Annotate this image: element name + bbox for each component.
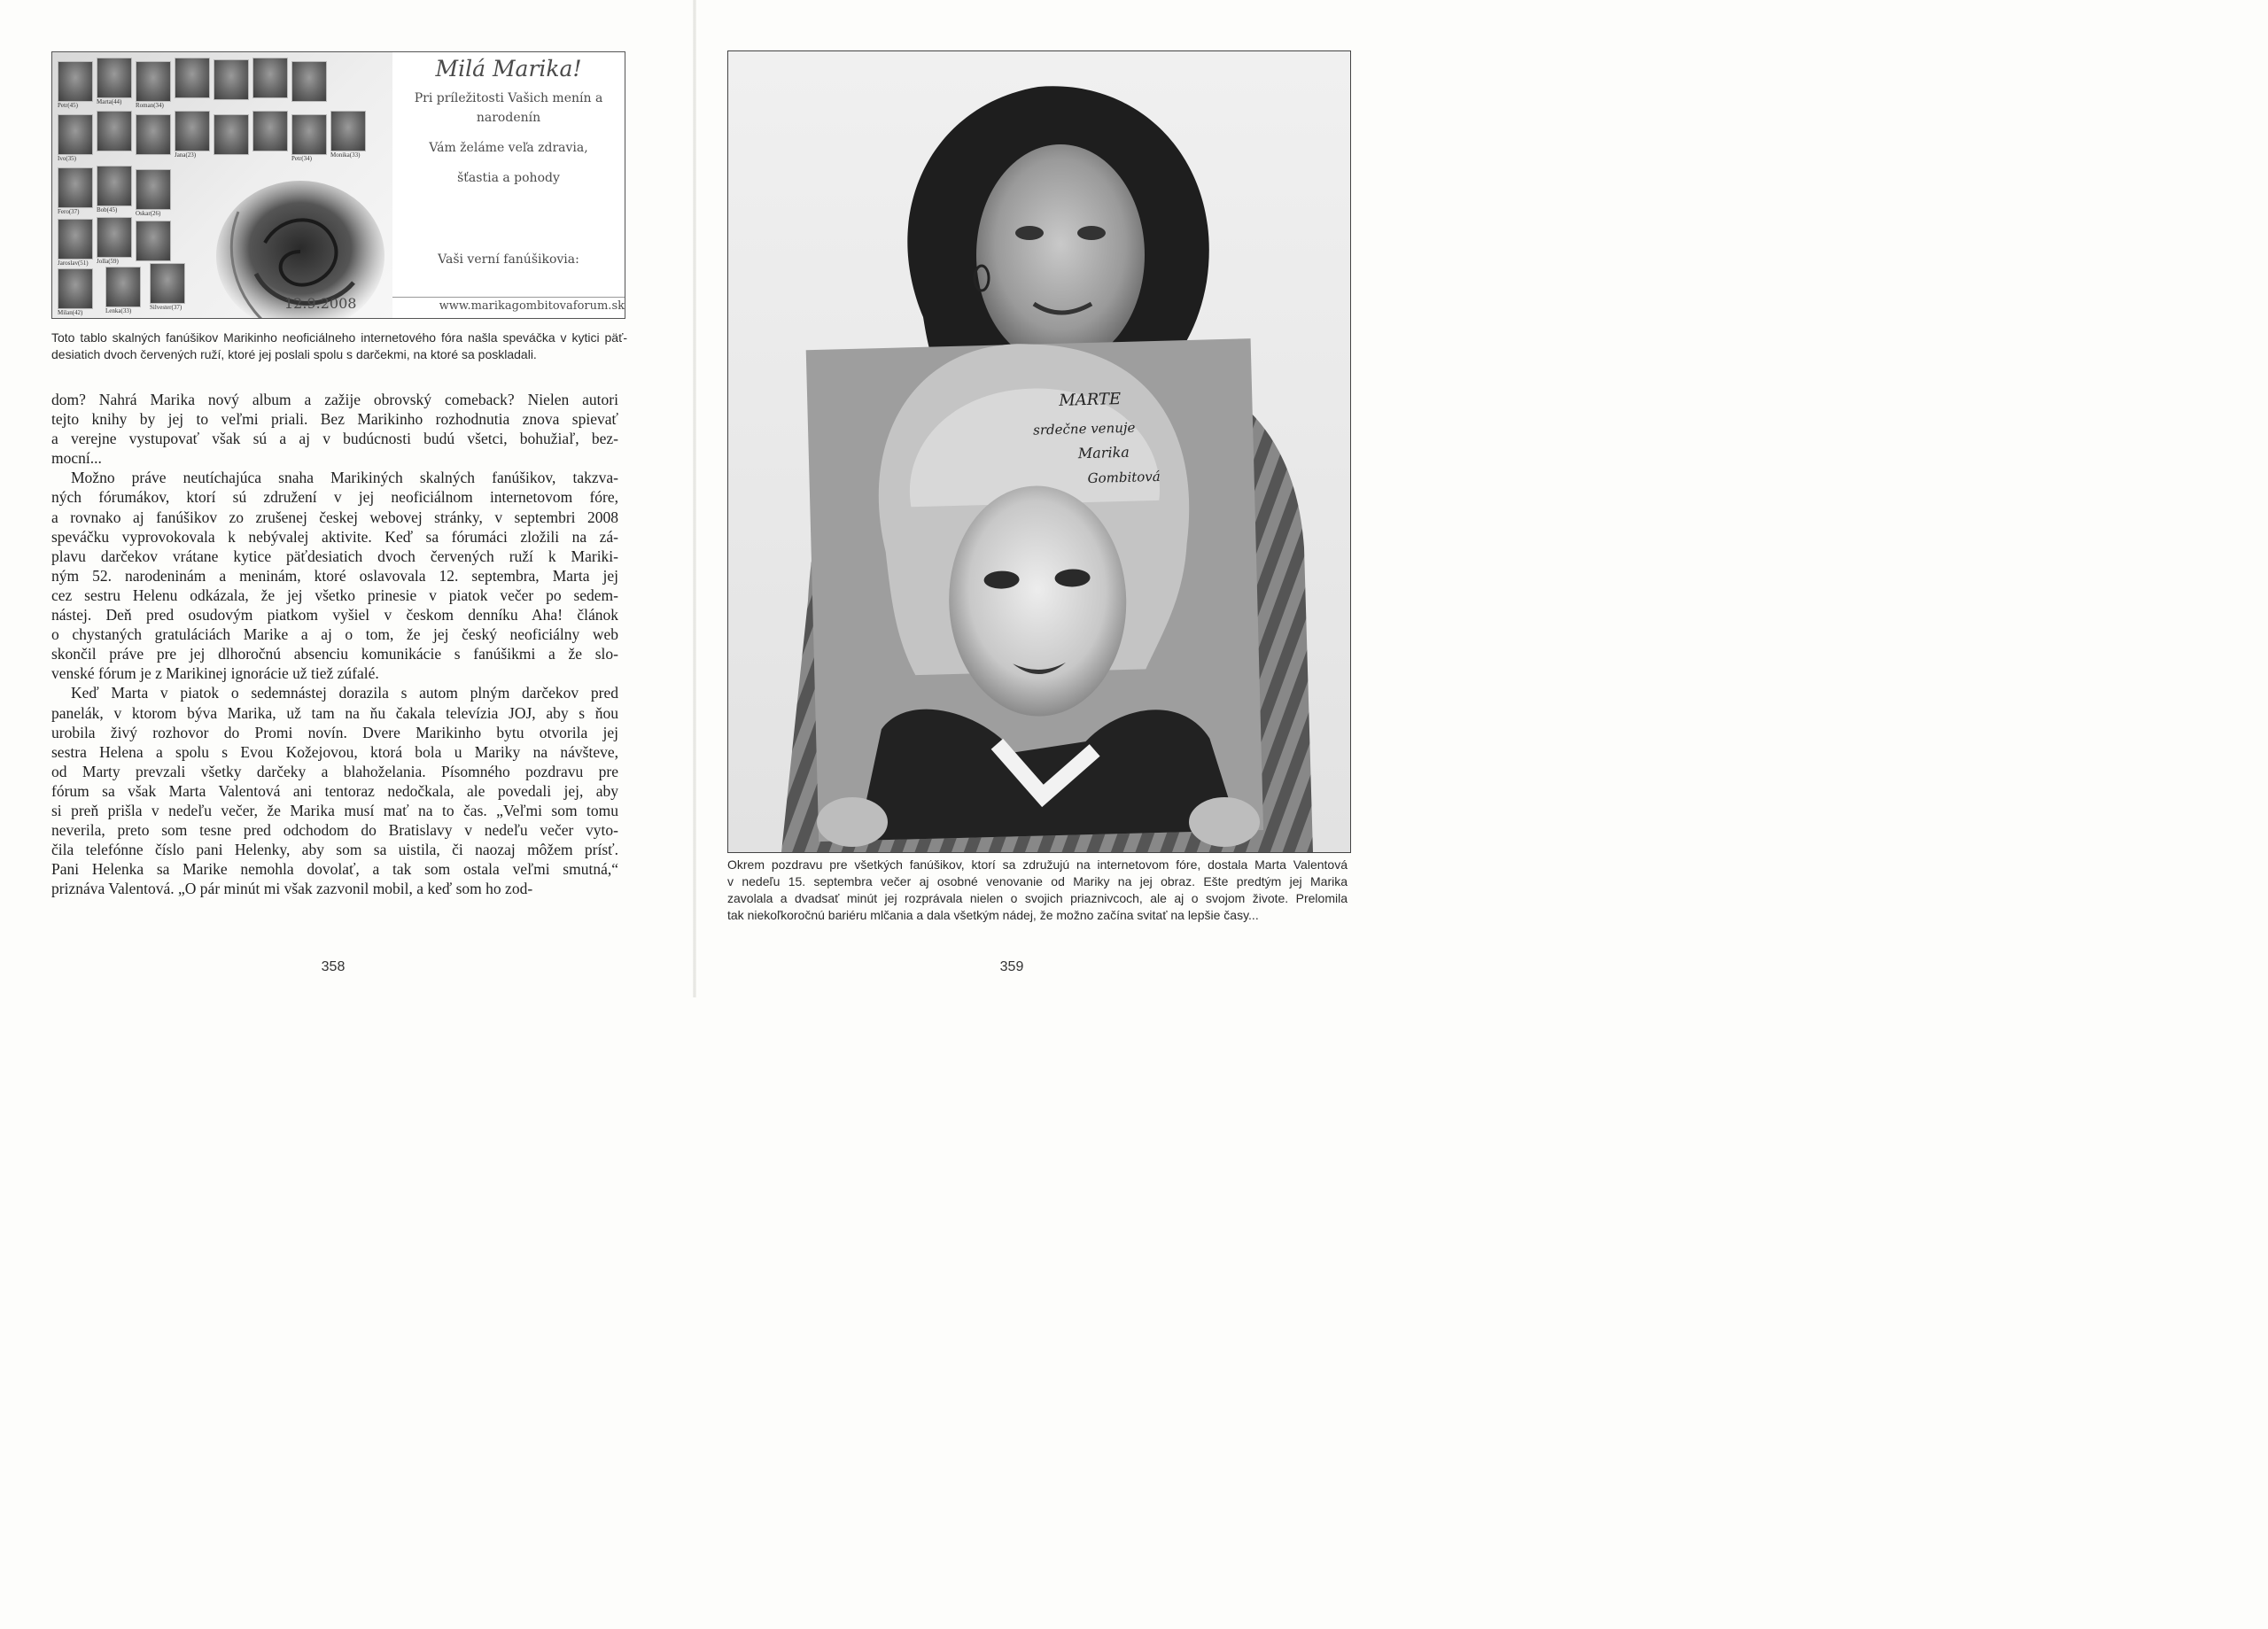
card-greeting	[392, 52, 625, 318]
text-line: skončil práve pre jej dlhoročnú absenciu komunikácie s fanúšikmi a že slo-	[51, 645, 618, 663]
fan-name-label: Petr(34)	[291, 155, 312, 162]
fan-photo	[252, 58, 288, 98]
right-page	[695, 0, 1389, 997]
paragraph	[51, 683, 618, 898]
fan-photo	[58, 61, 93, 102]
text-line: nástej. Deň pred osudovým piatkom vyšiel v českom denníku Aha! článok	[51, 606, 618, 624]
page-number: 358	[321, 959, 346, 974]
text-line: cez sestru Helenu odkázala, že jej všetko prinesie v piatok večer po sedem-	[51, 586, 618, 604]
paragraph	[51, 390, 618, 468]
inscription-line: srdečne venuje	[1032, 419, 1136, 438]
fan-photo	[291, 61, 327, 102]
inscription-line: Marika	[1077, 443, 1130, 462]
fan-photo	[330, 111, 366, 151]
text-line: mocní...	[51, 449, 102, 468]
card-line: Pri príležitosti Vašich menín a	[414, 91, 603, 105]
fan-photo	[136, 61, 171, 102]
inscription-line: MARTE	[1059, 390, 1122, 410]
inscription-line: Gombitová	[1087, 468, 1161, 487]
fan-name-label: Jana(23)	[175, 151, 197, 159]
caption-line: zavolala a dvadsať minút jej rozprávala nielen o svojich priaznivcoch, ale aj o svojom živote. Prelomila	[727, 891, 1348, 905]
fan-name-label: Ivo(35)	[58, 155, 76, 162]
text-line: urobila živý rozhovor do Promi novín. Dvere Marikinho bytu otvorila jej	[51, 723, 618, 741]
text-line: si preň prišla v nedeľu večer, že Marika musí mať na to čas. „Veľmi som tomu	[51, 801, 618, 819]
fan-photo	[136, 221, 171, 261]
fan-name-label: Marta(44)	[97, 98, 122, 105]
caption-line: desiatich dvoch červených ruží, ktoré jej poslali spolu s darčekmi, na ktoré sa poskladali.	[51, 347, 537, 361]
card-line: narodenín	[476, 111, 541, 125]
card-caption	[51, 330, 627, 363]
card-line: šťastia a pohody	[457, 171, 560, 185]
fan-photo	[58, 114, 93, 155]
fan-photo	[175, 111, 210, 151]
text-line: priznáva Valentová. „O pár minút mi však zazvonil mobil, a keď som ho zod-	[51, 880, 533, 898]
text-line: o chystaných gratuláciách Marike a aj o tom, že jej český neoficiálny web	[51, 625, 618, 644]
caption-line: v nedeľu 15. septembra večer aj osobné venovanie od Mariky na jej obraz. Ešte predtým jej Marika	[727, 874, 1348, 888]
text-line: a verejne vystupovať však sú a aj v budúcnosti budú všetci, bohužiaľ, bez-	[51, 430, 618, 448]
card-url: www.marikagombitovaforum.sk	[392, 297, 625, 313]
fan-photo	[252, 111, 288, 151]
held-portrait	[806, 337, 1263, 842]
text-line: dom? Nahrá Marika nový album a zažije obrovský comeback? Nielen autori	[51, 391, 618, 408]
caption-line: Okrem pozdravu pre všetkých fanúšikov, ktorí sa združujú na internetovom fóre, dostala Marta Valentová	[727, 857, 1348, 872]
text-line: Možno práve neutíchajúca snaha Marikiných skalných fanúšikov, takzva-	[71, 469, 618, 487]
body-text	[51, 390, 618, 898]
fan-photo	[97, 217, 132, 258]
photograph	[727, 50, 1351, 853]
fan-photo	[136, 114, 171, 155]
left-page	[0, 0, 695, 997]
fan-name-label: Silvester(37)	[150, 304, 183, 311]
fan-name-label: Milan(42)	[58, 309, 83, 316]
fan-photo	[58, 219, 93, 260]
fan-photo	[97, 166, 132, 206]
text-line: Keď Marta v piatok o sedemnástej dorazila s autom plným darčekov pred	[71, 684, 618, 702]
text-line: ných fórumákov, ktorí sú združení v jej neoficiálnom internetovom fóre,	[51, 488, 618, 507]
rose-image	[203, 159, 392, 318]
text-line: speváčku vyprovokovala k nebývalej aktivite. Keď sa fórumáci zložili na zá-	[51, 527, 618, 546]
text-line: panelák, v ktorom býva Marika, už tam na ňu čakala televízia JOJ, aby s ňou	[51, 703, 618, 722]
fan-name-label: Lenka(33)	[105, 307, 132, 314]
fan-photo	[214, 59, 249, 100]
card-line: Vaši verní fanúšikovia:	[438, 252, 579, 267]
fan-photo	[175, 58, 210, 98]
text-line: čila telefónne číslo pani Helenky, aby som sa uistila, či naozaj môžem prísť.	[51, 841, 618, 859]
photo-caption	[727, 857, 1348, 924]
text-line: venské fórum je z Marikinej ignorácie už tiež zúfalé.	[51, 664, 379, 683]
fan-name-label: Petr(45)	[58, 102, 78, 109]
fan-name-label: Jolla(59)	[97, 258, 119, 265]
card-date: 12.9.2008	[284, 295, 357, 312]
woman-face	[976, 144, 1145, 366]
fan-name-label: Roman(34)	[136, 102, 164, 109]
text-line: neverila, preto som tesne pred odchodom do Bratislavy v nedeľu večer vyto-	[51, 821, 618, 840]
fan-photo	[105, 267, 141, 307]
fan-photo	[136, 169, 171, 210]
text-line: sestra Helena a spolu s Evou Kožejovou, ktorá bola u Mariky na návšteve,	[51, 742, 618, 761]
text-line: od Marty prevzali všetky darčeky a blahoželania. Písomného pozdravu pre	[51, 762, 618, 780]
fan-photo	[150, 263, 185, 304]
caption-line: Toto tablo skalných fanúšikov Marikinho neoficiálneho internetového fóra našla speváčka v kytici päť-	[51, 330, 627, 345]
photo-illustration	[728, 51, 1350, 852]
page-number: 359	[999, 959, 1024, 974]
fan-name-label: Jaroslav(51)	[58, 260, 89, 267]
fan-photo	[291, 114, 327, 155]
card-title: Milá Marika!	[435, 56, 582, 81]
text-line: ným 52. narodeninám a meninám, ktoré oslavovala 12. septembra, Marta jej	[51, 566, 618, 585]
fan-name-label: Bob(45)	[97, 206, 118, 213]
fan-photo	[97, 111, 132, 151]
greeting-card-image	[51, 51, 625, 319]
fan-photo-collage	[52, 52, 392, 318]
fan-photo	[58, 167, 93, 208]
fan-photo	[214, 114, 249, 155]
fan-name-label: Oskar(26)	[136, 210, 161, 217]
text-line: Pani Helenka sa Marike nemohla dovolať, a tak som ostala veľmi smutná,“	[51, 860, 618, 879]
text-line: a rovnako aj fanúšikov zo zrušenej českej webovej stránky, v septembri 2008	[51, 508, 618, 526]
text-line: fórum sa však Marta Valentová ani tentoraz nedočkala, ale povedali jej, aby	[51, 781, 618, 800]
text-line: tejto knihy by jej to veľmi priali. Bez Marikinho rozhodnutia znova spievať	[51, 410, 618, 429]
fan-name-label: Monika(33)	[330, 151, 361, 159]
fan-photo	[97, 58, 132, 98]
fan-photo	[58, 268, 93, 309]
text-line: plavu darčekov vrátane kytice päťdesiatich dvoch červených ruží k Mariki-	[51, 547, 618, 565]
card-line: Vám želáme veľa zdravia,	[429, 141, 588, 155]
caption-line: tak niekoľkoročnú bariéru mlčania a dala všetkým nádej, že možno začína svitať na lepšie časy...	[727, 908, 1259, 922]
fan-name-label: Fero(37)	[58, 208, 80, 215]
paragraph	[51, 468, 618, 683]
